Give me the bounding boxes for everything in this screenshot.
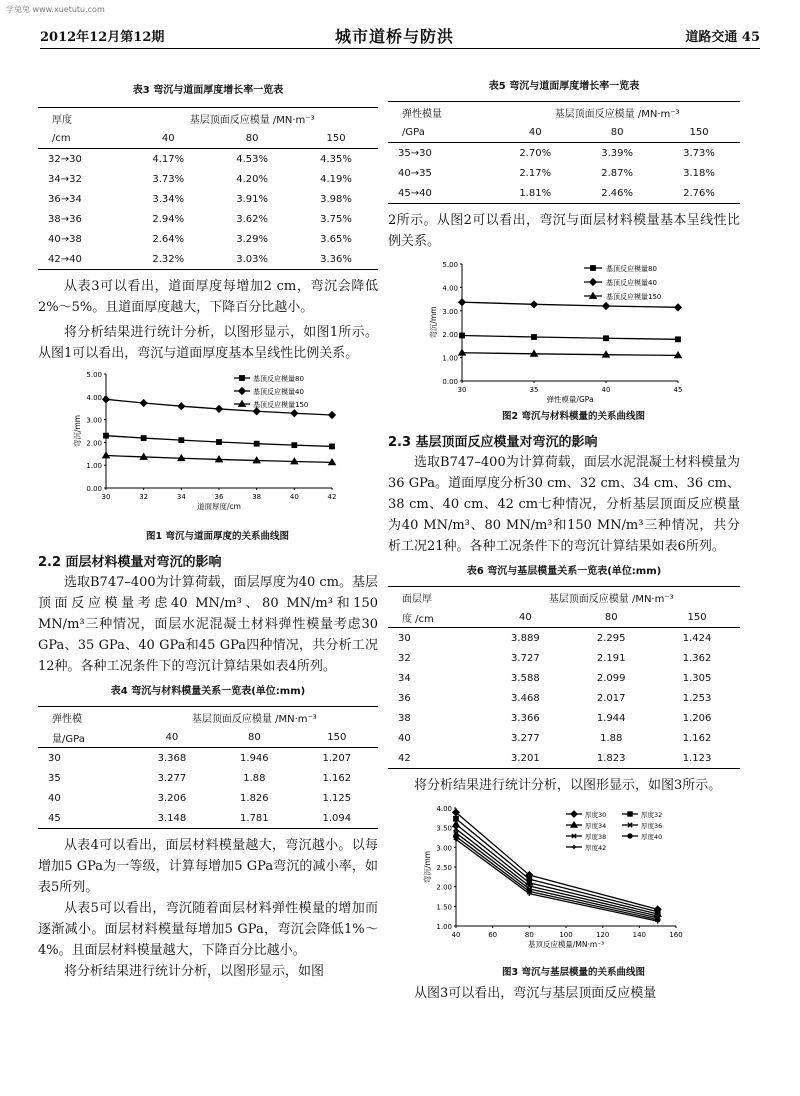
para-1: 从表3可以看出，道面厚度每增加2 cm，弯沉会降低2%～5%。且道面厚度越大，下降百分比越小。	[38, 279, 378, 315]
table6-cell: 30	[398, 632, 411, 644]
x-tick-label: 36	[214, 493, 224, 501]
y-tick-label: 5.00	[442, 261, 458, 269]
data-point	[140, 400, 147, 407]
table3-cell: 32→30	[48, 153, 82, 165]
table4-cell: 45	[38, 808, 131, 829]
para-7: 2所示。从图2可以看出，弯沉与面层材料模量基本呈线性比例关系。	[388, 213, 740, 249]
table6-cell: 38	[398, 712, 411, 724]
data-point	[217, 440, 222, 445]
table5-cell: 1.81%	[494, 183, 576, 204]
table6-cell: 3.468	[511, 692, 540, 704]
table3	[38, 107, 378, 270]
table3-cell: 36→34	[48, 193, 82, 205]
section-2-3-heading: 2.3 基层顶面反应模量对弯沉的影响	[388, 435, 598, 450]
table6	[388, 586, 740, 769]
y-tick-label: 1.50	[436, 903, 452, 912]
table6-cell: 1.944	[596, 712, 626, 724]
table4-row	[38, 808, 378, 829]
data-point	[329, 412, 336, 419]
left-column	[38, 80, 378, 982]
table4-cell: 1.125	[322, 792, 352, 804]
x-tick-label: 35	[529, 386, 539, 394]
table6-row	[388, 668, 740, 688]
data-point	[459, 299, 466, 306]
table5-cell: 3.73%	[683, 147, 715, 159]
table4-caption: 表4 弯沉与材料模量关系一览表(单位:mm)	[110, 686, 306, 697]
table5-col: 80	[576, 122, 658, 143]
table6-cell: 3.588	[511, 672, 540, 684]
table4-h0: 弹性模	[38, 707, 131, 728]
data-point	[453, 821, 460, 827]
table3-group: 基层顶面反应模量 /MN·m⁻³	[126, 108, 378, 129]
legend-marker	[572, 845, 576, 849]
legend-marker	[628, 834, 632, 838]
y-tick-label: 3.00	[436, 844, 452, 853]
table3-cell: 3.34%	[152, 193, 185, 205]
legend-marker	[590, 279, 597, 286]
x-tick-label: 45	[673, 386, 683, 394]
table3-h0b: /cm	[38, 128, 126, 149]
table3-cell: 2.64%	[152, 233, 185, 245]
data-point	[291, 410, 298, 417]
data-point	[104, 433, 109, 438]
table3-cell: 42→40	[38, 249, 126, 270]
x-tick-label: 100	[559, 931, 573, 939]
legend-label: 基顶反应模量80	[606, 265, 657, 273]
journal-title: 城市道桥与防洪	[335, 27, 455, 46]
table3-cell: 3.65%	[320, 233, 352, 245]
para-6: 将分析结果进行统计分析，以图形显示，如图	[64, 964, 325, 979]
table6-cell: 1.362	[682, 652, 712, 664]
y-tick-label: 1.00	[442, 354, 458, 363]
x-tick-label: 60	[488, 931, 498, 939]
series-line	[462, 353, 678, 356]
y-tick-label: 1.00	[86, 462, 102, 471]
table4-cell: 35	[48, 772, 61, 784]
data-point	[603, 303, 610, 310]
para-10: 从图3可以看出，弯沉与基层顶面反应模量	[414, 986, 657, 1001]
fig1-caption: 图1 弯沉与道面厚度的关系曲线图	[146, 531, 289, 542]
table3-cell: 4.19%	[320, 173, 352, 185]
series-line	[456, 829, 658, 916]
table5-col: 150	[658, 122, 740, 143]
para-8: 选取B747–400为计算荷载，面层水泥混凝土材料模量为36 GPa。道面厚度分析30 cm、32 cm、34 cm、36 cm、38 cm、40 cm、42 cm七种情况，分析基层顶面反应模量为40 MN/m³、80 MN/m³和150 MN/m³三种情况，共分析工况21种。各种工况条件下的弯沉计算结果如表6所列。	[388, 455, 740, 554]
x-axis-label: 道面厚度/cm	[197, 502, 241, 511]
table5-cell: 40→35	[398, 167, 432, 179]
table6-row	[388, 728, 740, 748]
table6-cell: 1.305	[682, 672, 712, 684]
table6-group: 基层顶面反应模量 /MN·m⁻³	[482, 587, 740, 608]
table3-cell: 4.17%	[152, 153, 185, 165]
table5-group: 基层顶面反应模量 /MN·m⁻³	[494, 102, 740, 123]
table4-row	[38, 788, 378, 808]
y-tick-label: 1.00	[436, 923, 452, 931]
y-tick-label: 2.00	[442, 331, 458, 340]
table4-cell: 1.946	[240, 752, 269, 764]
data-point	[178, 403, 185, 410]
fig3-chart	[388, 802, 740, 962]
legend-label: 厚度42	[585, 844, 607, 852]
y-tick-label: 3.00	[86, 416, 102, 425]
table3-cell: 3.29%	[236, 233, 269, 245]
section-page: 道路交通 45	[685, 30, 760, 45]
table6-cell: 3.727	[511, 652, 540, 664]
table5-cell: 2.70%	[519, 147, 552, 159]
x-tick-label: 160	[669, 931, 683, 939]
para-3: 选取B747–400为计算荷载，面层厚度为40 cm。基层顶面反应模量考虑40 MN/m³、80 MN/m³和150 MN/m³三种情况，面层水泥混凝土材料弹性模量考虑30 GPa、35 GPa、40 GPa和45 GPa四种情况，共分析工况12种。各种工况条件下的弯沉计算结果如表4所列。	[38, 575, 378, 674]
table6-cell: 2.017	[596, 692, 626, 704]
x-tick-label: 42	[327, 493, 337, 501]
table3-cell: 2.94%	[152, 213, 185, 225]
legend-marker	[240, 376, 245, 381]
table6-cell: 3.366	[511, 712, 540, 724]
table4-cell: 40	[48, 792, 61, 804]
table6-cell: 2.191	[596, 652, 626, 664]
table4-cell: 3.368	[157, 752, 187, 764]
table3-row	[38, 149, 378, 170]
table3-cell: 4.20%	[236, 173, 269, 185]
right-column	[388, 76, 740, 1004]
table6-cell: 3.889	[511, 632, 540, 644]
table3-cell: 3.03%	[210, 249, 294, 270]
table6-row	[388, 628, 740, 649]
table6-row	[388, 648, 740, 668]
x-tick-label: 32	[139, 493, 149, 501]
table3-row	[38, 209, 378, 229]
table4-cell: 3.148	[131, 808, 213, 829]
x-tick-label: 40	[451, 931, 461, 939]
table4-col: 150	[296, 727, 378, 748]
table5-cell: 45→40	[388, 183, 494, 204]
watermark: 学兔兔 www.xuetutu.com	[6, 5, 105, 14]
table6-cell: 42	[388, 748, 482, 769]
legend-marker	[239, 388, 246, 395]
data-point	[179, 438, 184, 443]
fig2-caption: 图2 弯沉与材料模量的关系曲线图	[502, 411, 645, 422]
table6-cell: 1.823	[568, 748, 654, 769]
para-2: 将分析结果进行统计分析，以图形显示，如图1所示。从图1可以看出，弯沉与道面厚度基本呈线性比例关系。	[38, 325, 378, 361]
table6-caption: 表6 弯沉与基层模量关系一览表(单位:mm)	[466, 566, 662, 577]
table6-cell: 1.253	[682, 692, 712, 704]
fig2-chart	[388, 256, 740, 406]
legend-label: 厚度32	[641, 811, 663, 819]
table5-row	[388, 183, 740, 204]
table3-cell: 3.36%	[294, 249, 378, 270]
table4-col: 40	[131, 727, 213, 748]
table3-cell: 4.35%	[320, 153, 352, 165]
y-tick-label: 4.00	[86, 393, 102, 402]
section-2-2-heading: 2.2 面层材料模量对弯沉的影响	[38, 555, 222, 570]
data-point	[103, 396, 110, 403]
y-tick-label: 3.00	[442, 307, 458, 316]
legend-marker	[591, 266, 596, 271]
table3-cell: 3.73%	[152, 173, 185, 185]
table4	[38, 706, 378, 829]
series-line	[462, 335, 678, 339]
x-tick-label: 120	[595, 931, 610, 939]
x-tick-label: 140	[632, 931, 647, 939]
data-point	[460, 333, 465, 338]
table6-cell: 40	[398, 732, 411, 744]
data-point	[604, 336, 609, 341]
fig3-caption: 图3 弯沉与基层模量的关系曲线图	[502, 967, 645, 978]
table3-row	[38, 169, 378, 189]
legend-marker	[572, 834, 576, 838]
x-tick-label: 30	[457, 386, 467, 394]
table6-h0b: 度 /cm	[388, 607, 482, 628]
table5-row	[388, 143, 740, 164]
table6-row	[388, 688, 740, 708]
table4-col: 80	[213, 727, 295, 748]
series-line	[462, 302, 678, 307]
table5-cell: 2.46%	[576, 183, 658, 204]
table4-cell: 1.162	[322, 772, 352, 784]
table4-cell: 1.826	[240, 792, 269, 804]
table4-cell: 1.781	[213, 808, 295, 829]
table3-cell: 2.32%	[126, 249, 210, 270]
table3-col: 80	[210, 128, 294, 149]
table5-h0b: /GPa	[388, 122, 494, 143]
y-tick-label: 2.00	[436, 883, 452, 892]
data-point	[254, 441, 259, 446]
x-tick-label: 40	[289, 493, 299, 501]
table6-col: 80	[568, 607, 654, 628]
table6-col: 150	[654, 607, 740, 628]
legend-label: 基顶反应模量40	[253, 388, 304, 396]
table3-h0: 厚度	[38, 108, 126, 129]
table4-cell: 3.206	[157, 792, 187, 804]
table6-cell: 2.099	[596, 672, 626, 684]
y-tick-label: 4.00	[436, 805, 452, 813]
table5-cell: 3.18%	[683, 167, 715, 179]
fig1-chart	[38, 366, 378, 526]
y-tick-label: 3.50	[436, 824, 452, 833]
table4-row	[38, 748, 378, 769]
y-tick-label: 0.00	[86, 485, 102, 493]
legend-label: 基顶反应模量150	[606, 293, 662, 301]
para-4: 从表4可以看出，面层材料模量越大，弯沉越小。以每增加5 GPa为一等级，计算每增加5 GPa弯沉的减小率，如表5所列。	[38, 838, 378, 895]
table6-cell: 1.162	[682, 732, 712, 744]
data-point	[330, 444, 335, 449]
legend-label: 厚度34	[585, 822, 607, 830]
x-tick-label: 80	[524, 931, 534, 939]
table6-cell: 34	[398, 672, 411, 684]
legend-marker	[571, 811, 577, 817]
data-point	[292, 443, 297, 448]
table4-group: 基层顶面反应模量 /MN·m⁻³	[131, 707, 378, 728]
para-9: 将分析结果进行统计分析，以图形显示，如图3所示。	[414, 778, 722, 793]
table3-cell: 3.62%	[236, 213, 269, 225]
table5-cell: 3.39%	[601, 147, 633, 159]
y-axis-label: 弯沉/mm	[429, 306, 438, 339]
table6-h0: 面层厚	[388, 587, 482, 608]
table3-col: 150	[294, 128, 378, 149]
table6-row	[388, 748, 740, 769]
y-tick-label: 4.00	[442, 284, 458, 293]
table6-row	[388, 708, 740, 728]
table4-h0b: 量/GPa	[38, 727, 131, 748]
y-tick-label: 0.00	[442, 378, 458, 386]
table3-cell: 38→36	[48, 213, 82, 225]
x-tick-label: 38	[252, 493, 262, 501]
y-tick-label: 2.50	[436, 864, 452, 872]
table5	[388, 101, 740, 204]
table3-row	[38, 189, 378, 209]
table3-row	[38, 249, 378, 270]
table6-cell: 3.277	[511, 732, 540, 744]
data-point	[216, 406, 223, 413]
data-point	[675, 304, 682, 311]
data-point	[532, 335, 537, 340]
x-tick-label: 30	[101, 493, 111, 501]
y-tick-label: 2.00	[86, 439, 102, 448]
legend-label: 厚度36	[641, 822, 663, 830]
legend-label: 基顶反应模量80	[253, 375, 304, 383]
table3-row	[38, 229, 378, 249]
table4-cell: 30	[48, 752, 61, 764]
y-axis-label: 弯沉/mm	[423, 850, 432, 884]
data-point	[531, 301, 538, 308]
table4-cell: 1.094	[296, 808, 378, 829]
table5-col: 40	[494, 122, 576, 143]
x-tick-label: 40	[601, 386, 611, 394]
table3-cell: 3.91%	[236, 193, 269, 205]
table4-cell: 1.88	[243, 772, 266, 784]
table5-cell: 2.17%	[519, 167, 552, 179]
table3-cell: 34→32	[48, 173, 82, 185]
legend-label: 厚度40	[641, 833, 663, 841]
data-point	[141, 436, 146, 441]
x-tick-label: 34	[176, 493, 186, 501]
table3-cell: 3.98%	[320, 193, 352, 205]
para-5: 从表5可以看出，弯沉随着面层材料弹性模量的增加而逐渐减小。面层材料模量每增加5 GPa，弯沉会降低1%～4%。且面层材料模量越大，下降百分比越小。	[38, 901, 378, 958]
y-tick-label: 5.00	[86, 371, 102, 379]
data-point	[676, 337, 681, 342]
legend-marker	[628, 812, 632, 816]
table3-caption: 表3 弯沉与道面厚度增长率一览表	[132, 85, 284, 96]
table6-cell: 1.88	[600, 732, 623, 744]
header-rule	[40, 48, 760, 49]
x-axis-label: 基顶反应模量/MN·m⁻³	[527, 940, 605, 949]
table6-cell: 1.424	[682, 632, 712, 644]
table5-row	[388, 163, 740, 183]
table3-cell: 40→38	[48, 233, 82, 245]
legend-label: 厚度38	[585, 833, 607, 841]
table6-cell: 32	[398, 652, 411, 664]
table6-cell: 3.201	[482, 748, 568, 769]
series-line	[456, 833, 658, 918]
issue-label: 2012年12月第12期	[40, 30, 165, 45]
table5-cell: 2.76%	[658, 183, 740, 204]
y-axis-label: 弯沉/mm	[73, 414, 82, 448]
table5-cell: 2.87%	[601, 167, 633, 179]
legend-label: 基顶反应模量40	[606, 279, 657, 287]
legend-label: 厚度30	[585, 811, 607, 819]
table3-cell: 3.75%	[320, 213, 352, 225]
legend-label: 基顶反应模量150	[253, 401, 309, 409]
table4-row	[38, 768, 378, 788]
table6-col: 40	[482, 607, 568, 628]
table6-cell: 1.206	[682, 712, 712, 724]
table3-cell: 4.53%	[236, 153, 269, 165]
table5-h0: 弹性模量	[388, 102, 494, 123]
table5-caption: 表5 弯沉与道面厚度增长率一览表	[488, 81, 640, 92]
x-axis-label: 弹性模量/GPa	[546, 395, 594, 404]
running-header	[40, 24, 760, 46]
table6-cell: 2.295	[596, 632, 626, 644]
table4-cell: 3.277	[157, 772, 187, 784]
table6-cell: 36	[398, 692, 411, 704]
table6-cell: 1.123	[654, 748, 740, 769]
table3-col: 40	[126, 128, 210, 149]
table5-cell: 35→30	[398, 147, 432, 159]
table4-cell: 1.207	[322, 752, 352, 764]
